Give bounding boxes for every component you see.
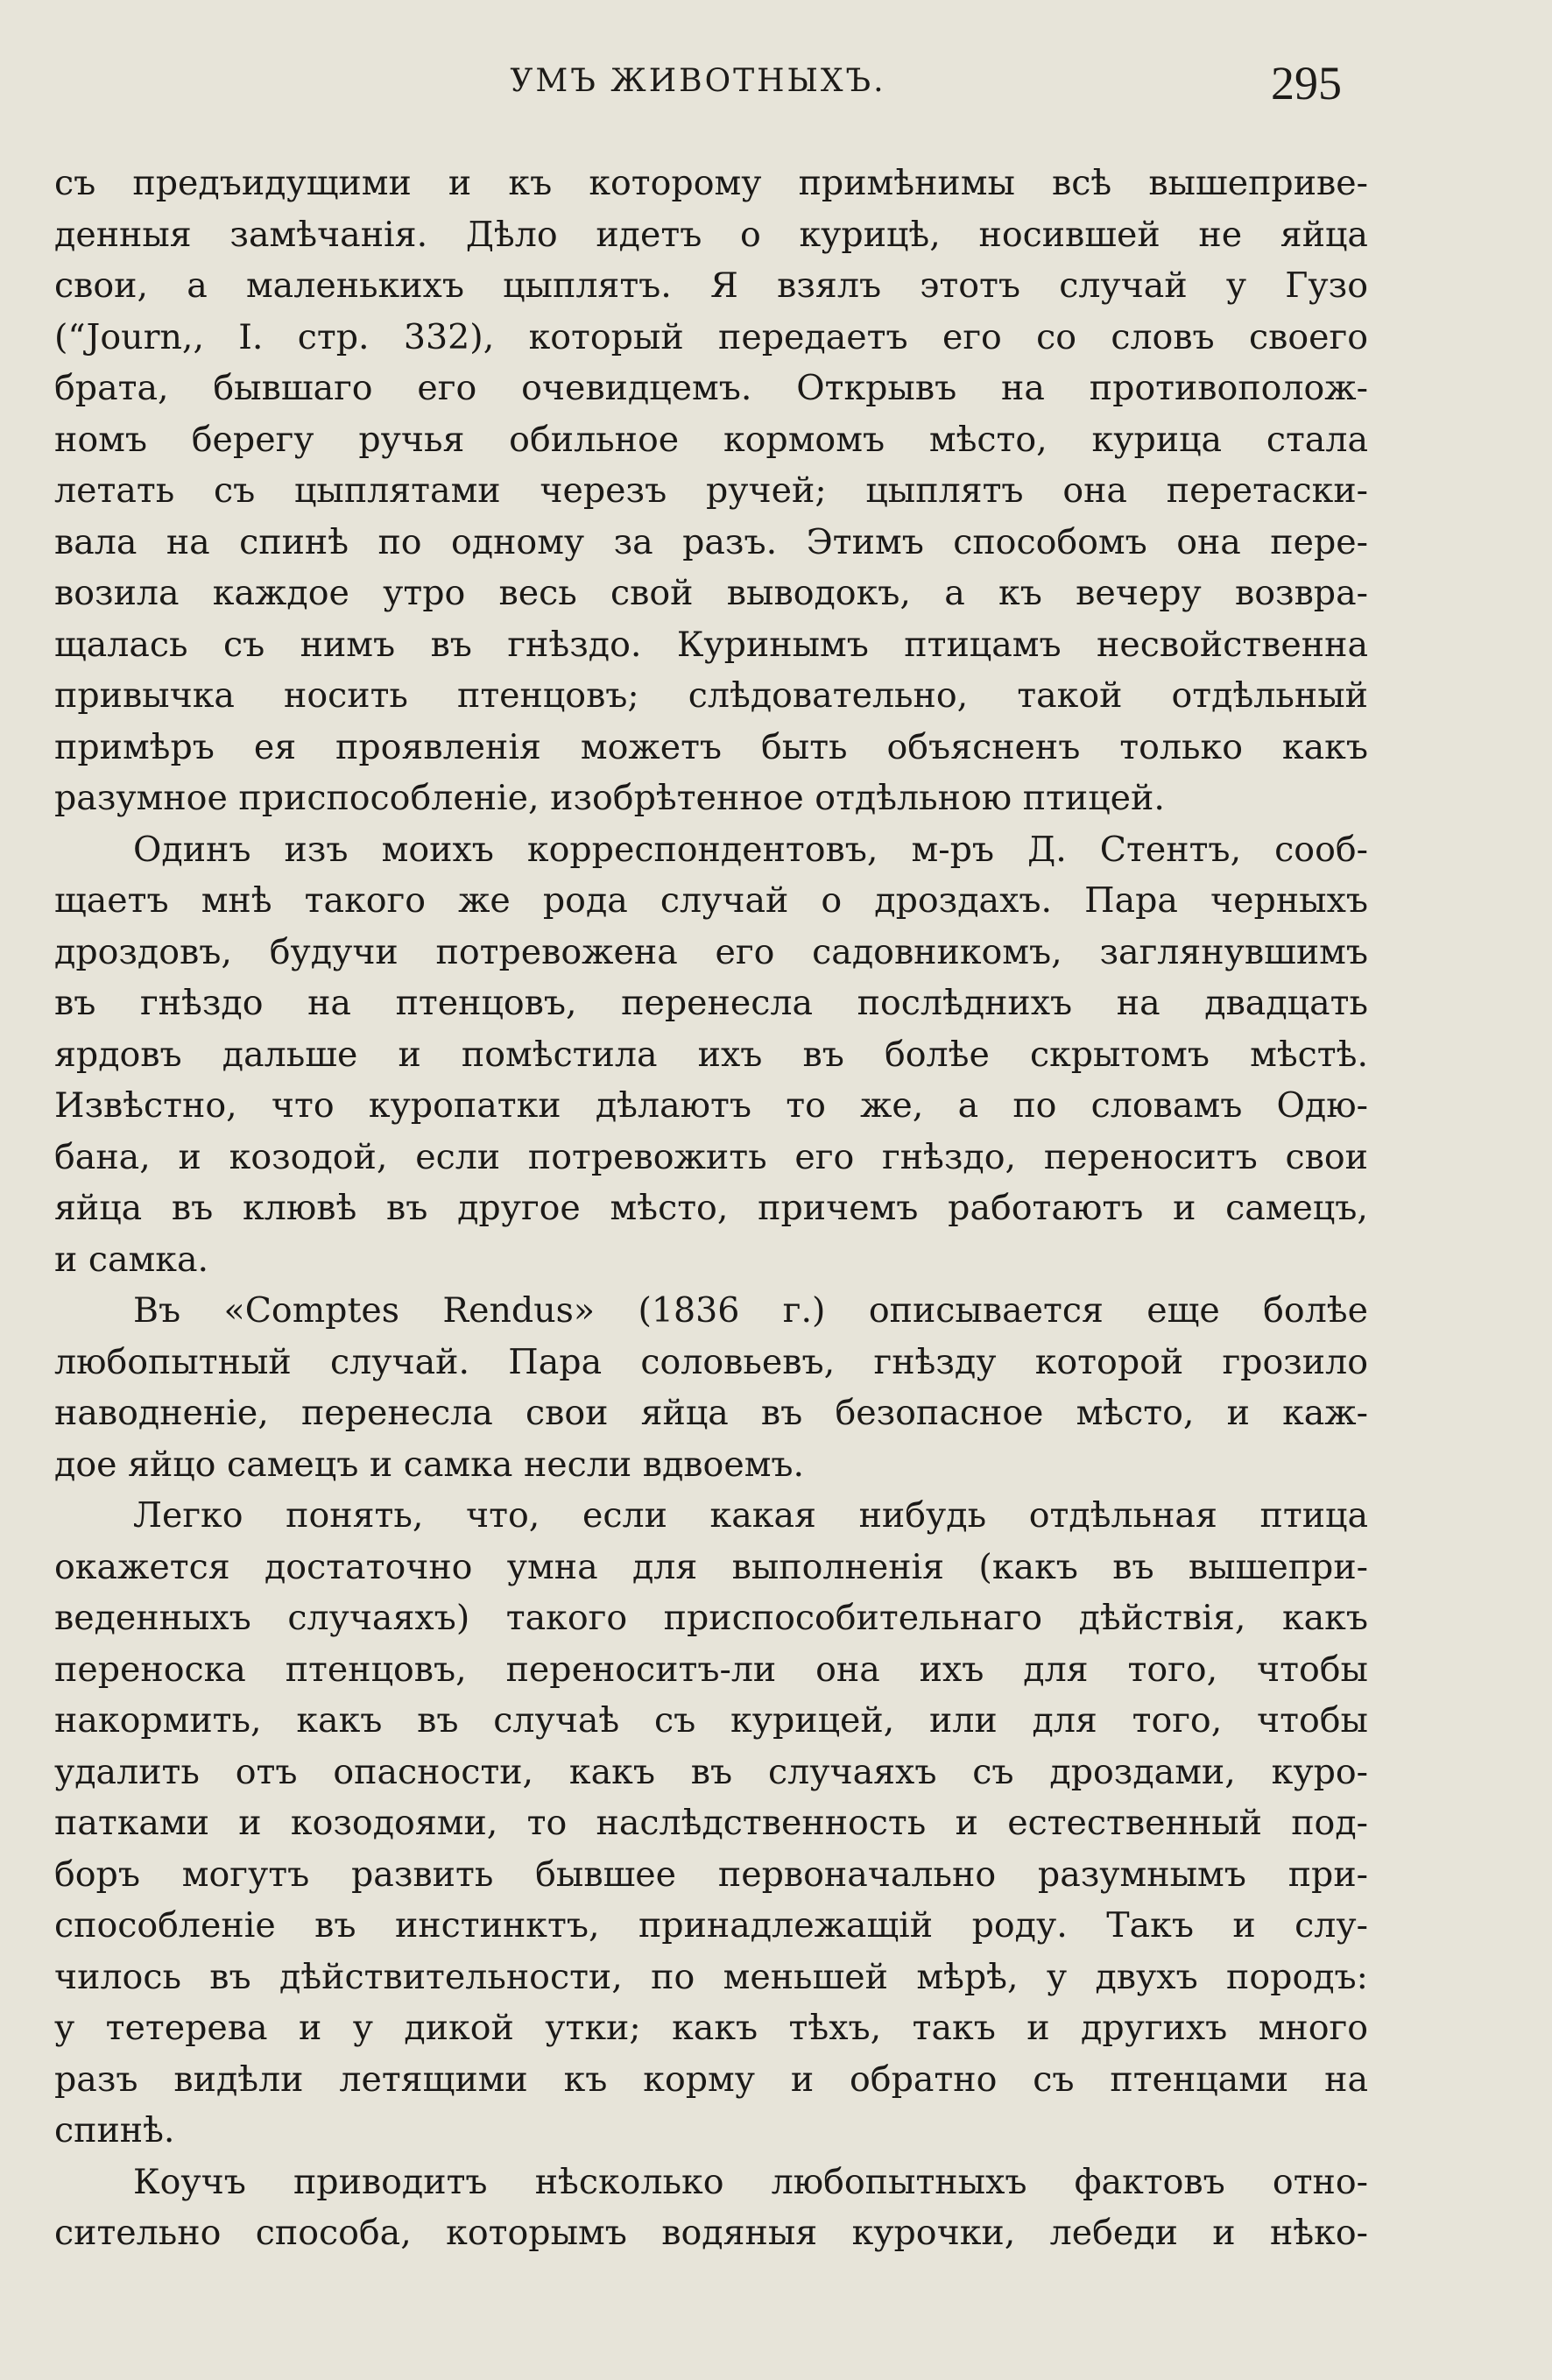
text-line: возила каждое утро весь свой выводокъ, а къ вечеру возвра- [54,573,1368,613]
text-line: Одинъ изъ моихъ корреспондентовъ, м-ръ Д. Стентъ, сооб- [133,829,1368,870]
paragraph [54,2157,1368,2259]
text-line: яйца въ клювѣ въ другое мѣсто, причемъ работаютъ и самецъ, [54,1188,1368,1228]
paragraph [54,824,1368,1286]
text-line: боръ могутъ развить бывшее первоначально разумнымъ при- [54,1854,1368,1895]
page-header [54,56,1342,117]
text-line: разумное приспособленіе, изобрѣтенное отдѣльною птицей. [54,778,1165,818]
text-line: Извѣстно, что куропатки дѣлаютъ то же, а по словамъ Одю- [54,1085,1368,1126]
text-line: у тетерева и у дикой утки; какъ тѣхъ, такъ и другихъ много [54,2008,1368,2048]
text-line: (“Journ,, I. стр. 332), который передаетъ его со словъ своего [54,316,1368,357]
text-line: щалась съ нимъ въ гнѣздо. Куринымъ птицамъ несвойственна [54,624,1368,665]
text-line: патками и козодоями, то наслѣдственность и естественный под- [54,1803,1368,1843]
text-line: дое яйцо самецъ и самка несли вдвоемъ. [54,1444,805,1485]
paragraph [54,158,1368,824]
text-line: денныя замѣчанія. Дѣло идетъ о курицѣ, носившей не яйца [54,214,1368,255]
text-line: примѣръ ея проявленія можетъ быть объясненъ только какъ [54,726,1368,767]
text-line: способленіе въ инстинктъ, принадлежащій роду. Такъ и слу- [54,1905,1368,1946]
running-title: УМЪ ЖИВОТНЫХЪ. [510,63,886,99]
text-line: удалить отъ опасности, какъ въ случаяхъ съ дроздами, куро- [54,1751,1368,1792]
text-line: бана, и козодой, если потревожить его гнѣздо, переноситъ свои [54,1136,1368,1177]
text-line: сительно способа, которымъ водяныя курочки, лебеди и нѣко- [54,2213,1368,2253]
text-line: любопытный случай. Пара соловьевъ, гнѣзду которой грозило [54,1341,1368,1382]
text-line: дроздовъ, будучи потревожена его садовникомъ, заглянувшимъ [54,931,1368,972]
text-line: спинѣ. [54,2110,175,2150]
page-number: 295 [1271,57,1342,109]
text-line: чилось въ дѣйствительности, по меньшей мѣрѣ, у двухъ породъ: [54,1956,1368,1997]
text-line: Въ «Comptes Rendus» (1836 г.) описывается еще болѣе [133,1290,1368,1331]
text-line: и самка. [54,1239,209,1280]
text-line: переноска птенцовъ, переноситъ-ли она ихъ для того, чтобы [54,1649,1368,1690]
text-line: номъ берегу ручья обильное кормомъ мѣсто, курица стала [54,419,1368,460]
text-line: веденныхъ случаяхъ) такого приспособительнаго дѣйствія, какъ [54,1598,1368,1638]
text-line: Легко понять, что, если какая нибудь отдѣльная птица [133,1495,1368,1536]
body-text [54,158,1368,2259]
text-line: накормить, какъ въ случаѣ съ курицей, или для того, чтобы [54,1700,1368,1741]
text-line: Коучъ приводитъ нѣсколько любопытныхъ фактовъ отно- [133,2161,1368,2202]
text-line: въ гнѣздо на птенцовъ, перенесла послѣднихъ на двадцать [54,983,1368,1023]
paragraph [54,1490,1368,2157]
text-line: свои, а маленькихъ цыплятъ. Я взялъ этотъ случай у Гузо [54,265,1368,306]
text-line: разъ видѣли летящими къ корму и обратно съ птенцами на [54,2059,1368,2100]
text-line: щаетъ мнѣ такого же рода случай о дроздахъ. Пара черныхъ [54,880,1368,921]
paragraph [54,1285,1368,1490]
text-line: ярдовъ дальше и помѣстила ихъ въ болѣе скрытомъ мѣстѣ. [54,1034,1368,1075]
text-line: брата, бывшаго его очевидцемъ. Открывъ на противополож- [54,368,1368,408]
text-line: наводненіе, перенесла свои яйца въ безопасное мѣсто, и каж- [54,1393,1368,1433]
text-line: летать съ цыплятами черезъ ручей; цыплятъ она перетаски- [54,470,1368,511]
text-line: съ предъидущими и къ которому примѣнимы всѣ вышеприве- [54,163,1368,203]
text-line: привычка носить птенцовъ; слѣдовательно, такой отдѣльный [54,675,1368,716]
text-line: вала на спинѣ по одному за разъ. Этимъ способомъ она пере- [54,521,1368,562]
text-line: окажется достаточно умна для выполненія (какъ въ вышепри- [54,1546,1368,1587]
